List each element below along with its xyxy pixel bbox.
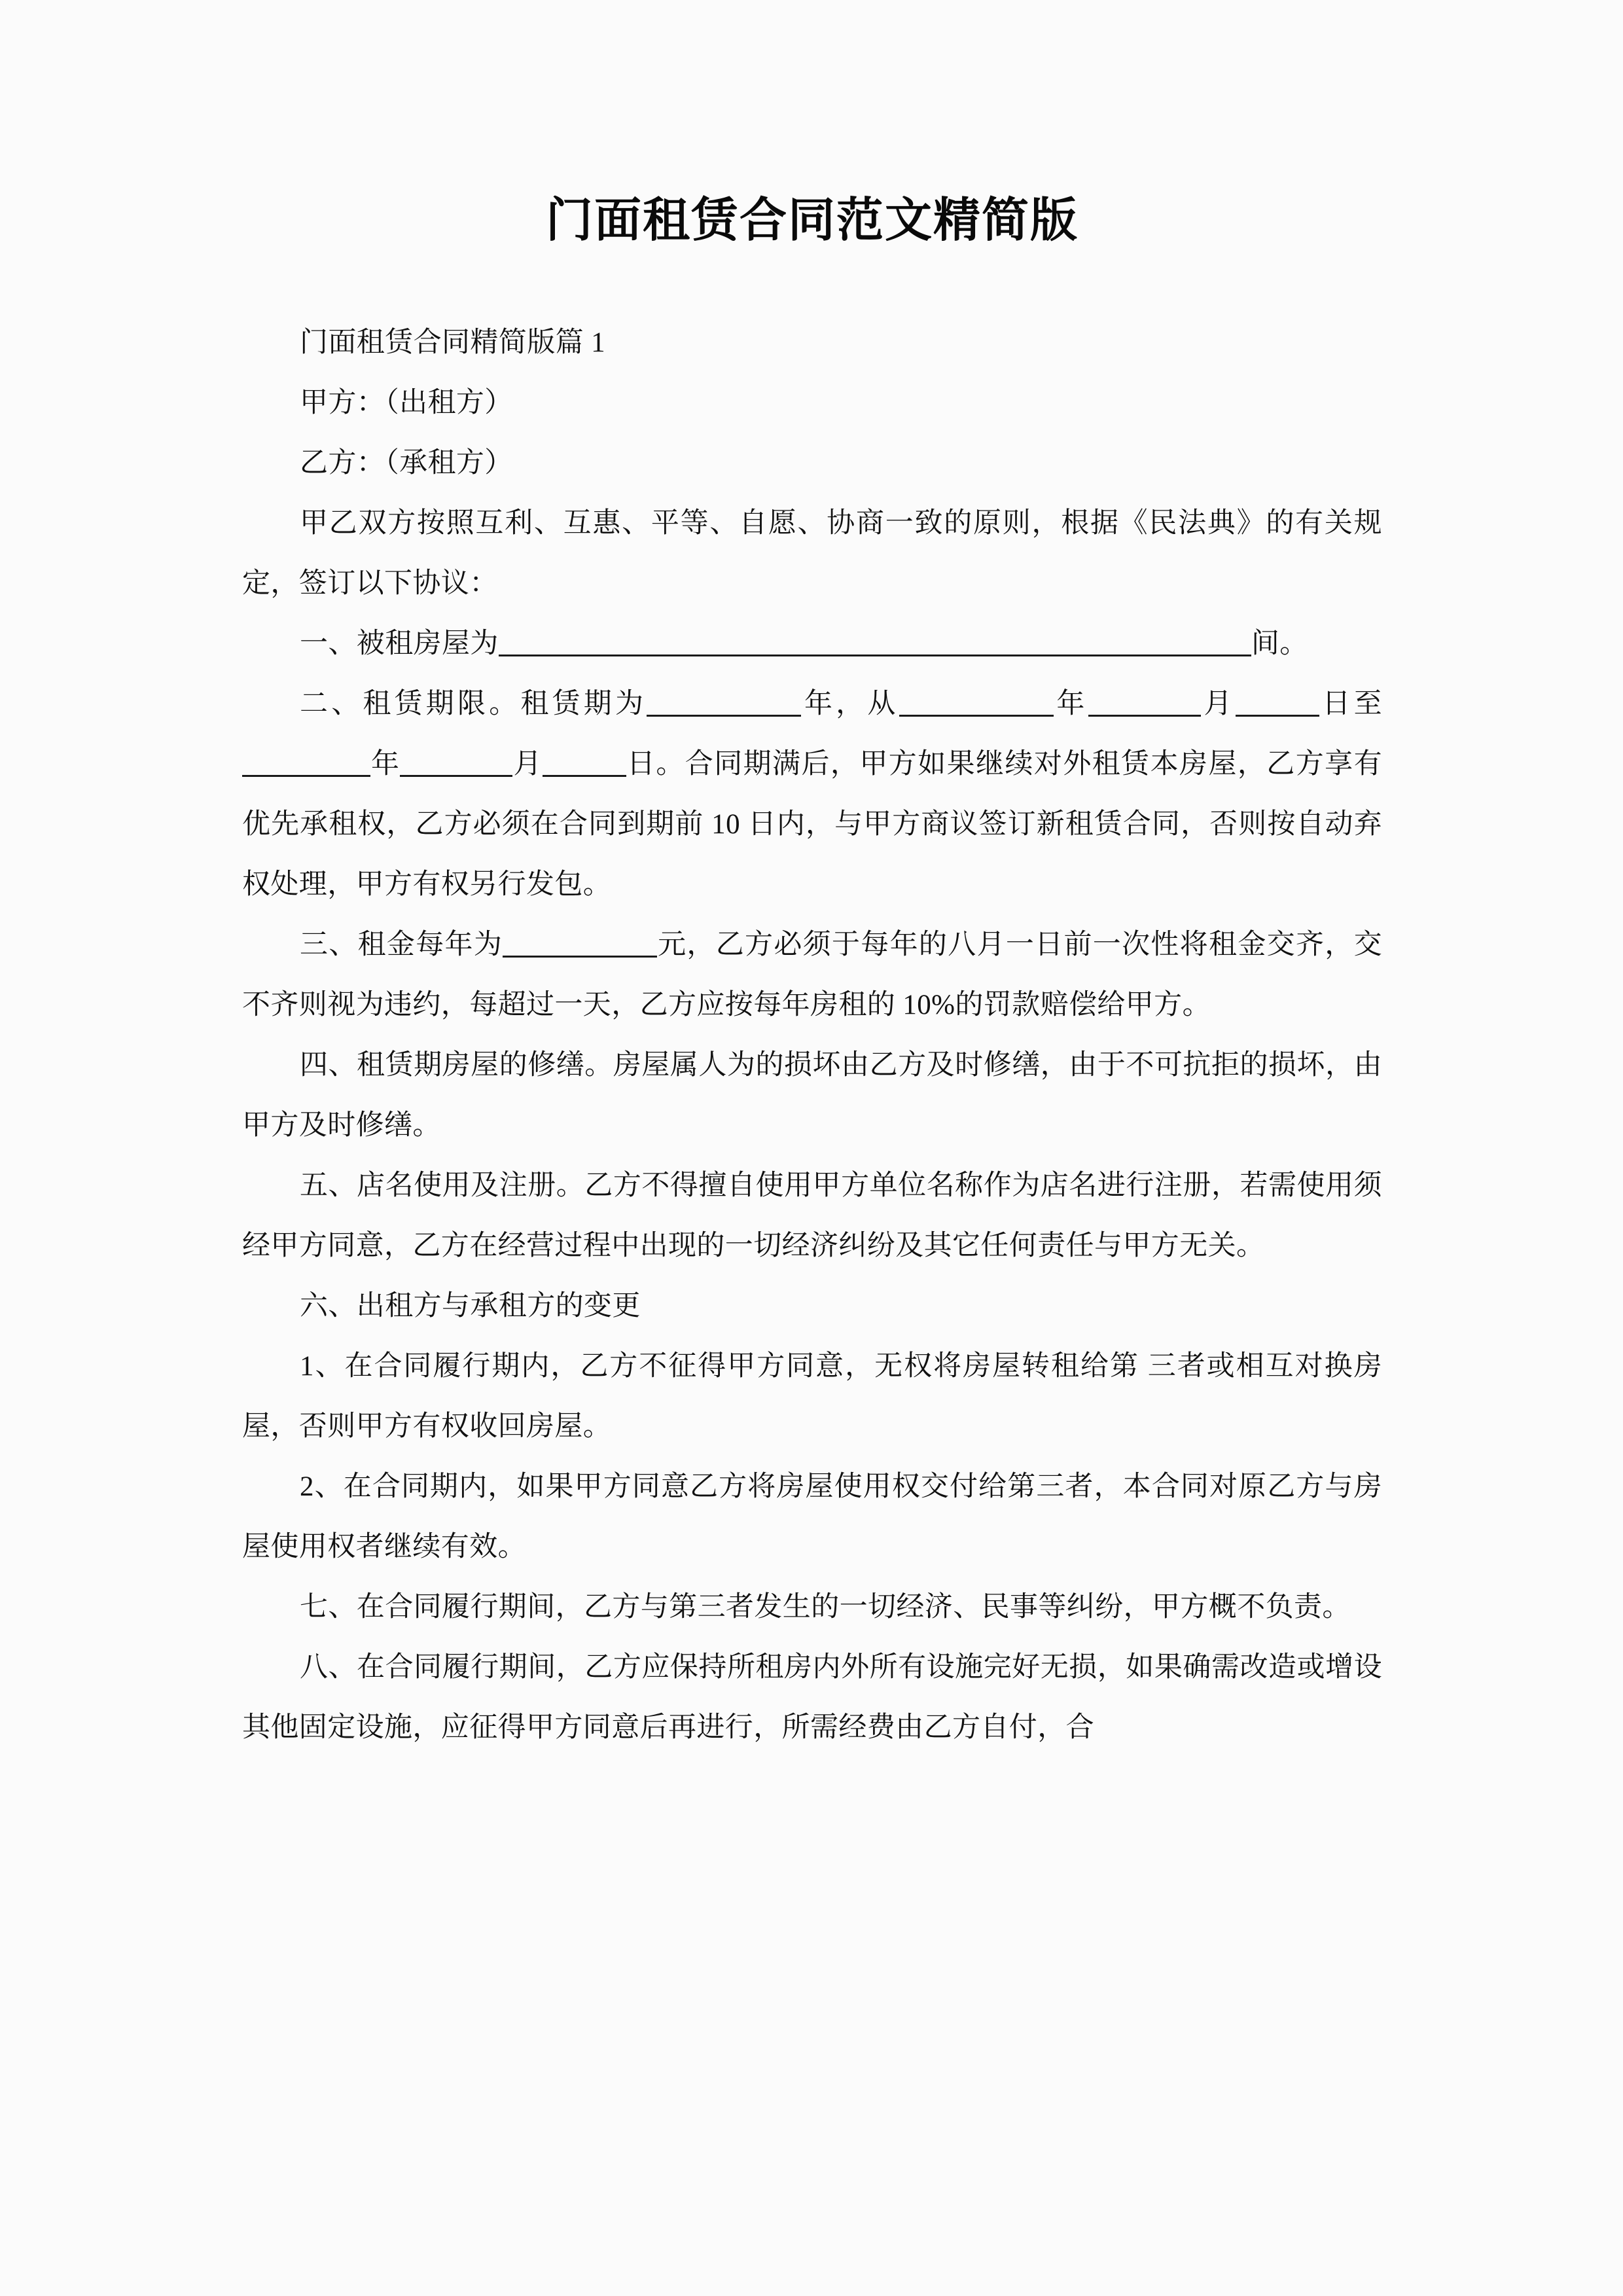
- clause-3-rent-amount-blank[interactable]: [503, 924, 657, 958]
- party-b-line: 乙方：（承租方）: [300, 448, 513, 478]
- clause-1-prefix: 一、被租房屋为: [300, 628, 499, 659]
- clause-2-text-c: 年: [1053, 689, 1088, 719]
- clause-7-paragraph: 七、在合同履行期间，乙方与第三者发生的一切经济、民事等纠纷，甲方概不负责。: [300, 1592, 1351, 1623]
- clause-6-item-1: 1、在合同履行期内，乙方不征得甲方同意，无权将房屋转租给第 三者或相互对换房屋，否则甲方有权收回房屋。: [242, 1351, 1382, 1442]
- clause-2-start-day-blank[interactable]: [1236, 683, 1319, 717]
- clause-2-end-year-blank[interactable]: [242, 744, 370, 777]
- clause-3-suffix: 元，乙方必须于每年的八月一日前一次性将租金交齐，交不齐则视为违约，每超过一天，乙方应按每年房租的 10%的罚款赔偿给甲方。: [242, 929, 1382, 1020]
- clause-2-term-years-blank[interactable]: [647, 683, 801, 717]
- subheading-line: 门面租赁合同精简版篇 1: [300, 327, 606, 358]
- clause-1-paragraph: [242, 614, 1382, 674]
- clause-2-text-g: 月: [512, 749, 543, 780]
- clause-6-item-2: 2、在合同期内，如果甲方同意乙方将房屋使用权交付给第三者，本合同对原乙方与房屋使用权者继续有效。: [242, 1471, 1382, 1562]
- clause-1-blank-field[interactable]: [499, 623, 1251, 656]
- page-title: 门面租赁合同范文精简版: [545, 194, 1079, 247]
- clause-1-suffix: 间。: [1251, 628, 1308, 659]
- clause-2-text-f: 年: [370, 749, 401, 780]
- clause-2-start-year-blank[interactable]: [899, 683, 1054, 717]
- party-a-line: 甲方：（出租方）: [300, 387, 513, 418]
- document-body: [242, 313, 1382, 1758]
- clause-6-paragraph: 六、出租方与承租方的变更: [300, 1291, 641, 1321]
- clause-3-prefix: 三、租金每年为: [300, 929, 503, 960]
- clause-8-paragraph: 八、在合同履行期间，乙方应保持所租房内外所有设施完好无损，如果确需改造或增设其他固定设施，应征得甲方同意后再进行，所需经费由乙方自付，合: [242, 1652, 1382, 1743]
- clause-2-end-day-blank[interactable]: [543, 744, 626, 777]
- preamble-paragraph: 甲乙双方按照互利、互惠、平等、自愿、协商一致的原则，根据《民法典》的有关规定，签订以下协议：: [242, 508, 1382, 599]
- clause-5-paragraph: 五、店名使用及注册。乙方不得擅自使用甲方单位名称作为店名进行注册，若需使用须经甲方同意，乙方在经营过程中出现的一切经济纠纷及其它任何责任与甲方无关。: [242, 1170, 1382, 1261]
- clause-3-paragraph: [242, 915, 1382, 1035]
- clause-2-paragraph: [242, 674, 1382, 915]
- clause-2-end-month-blank[interactable]: [400, 744, 512, 777]
- document-content: [242, 0, 1382, 1758]
- clause-2-text-e: 日至: [1319, 689, 1382, 719]
- clause-2-prefix: 二、租赁期限。租赁期为: [300, 689, 647, 719]
- clause-2-text-b: 年，从: [801, 689, 899, 719]
- clause-2-text-h: 日。合同期满后，甲方如果继续对外租赁本房屋，乙方享有优先承租权，乙方必须在合同到期前 10 日内，与甲方商议签订新租赁合同，否则按自动弃权处理，甲方有权另行发包。: [242, 749, 1382, 900]
- clause-2-text-d: 月: [1200, 689, 1236, 719]
- clause-4-paragraph: 四、租赁期房屋的修缮。房屋属人为的损坏由乙方及时修缮，由于不可抗拒的损坏，由甲方及时修缮。: [242, 1050, 1382, 1141]
- clause-2-start-month-blank[interactable]: [1088, 683, 1201, 717]
